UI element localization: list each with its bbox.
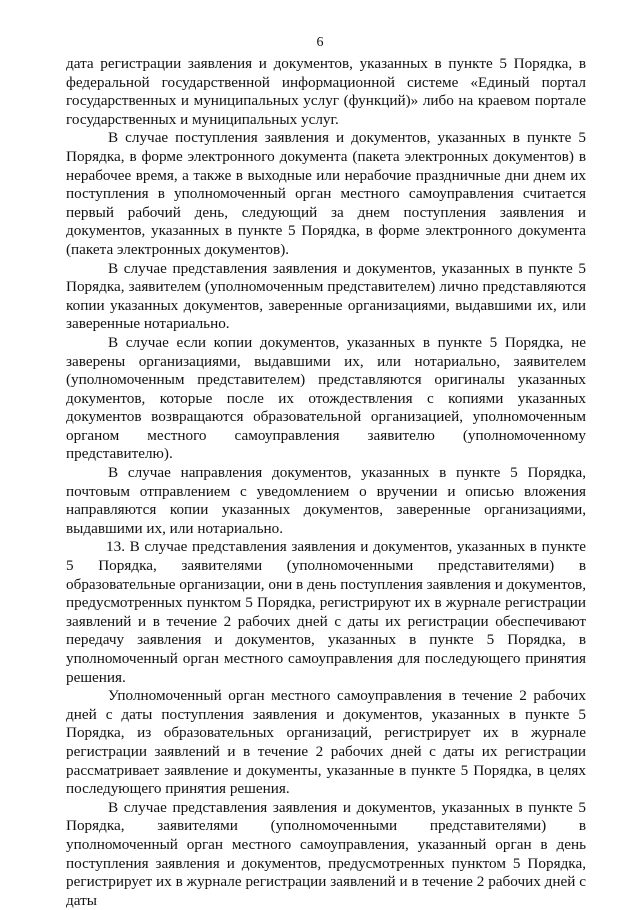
paragraph-authorized-body: Уполномоченный орган местного самоуправления в течение 2 рабочих дней с даты поступления заявления и документов, указанных в пункте 5 Порядка, из образовательных организаций, регистрирует их в журнале регистрации заявлений и в течение 2 рабочих дней с даты их регистрации рассматривает заявление и документы, указанные в пункте 5 Порядка, в целях последующего принятия решения.	[66, 687, 586, 798]
paragraph-postal-submission: В случае направления документов, указанных в пункте 5 Порядка, почтовым отправлением с уведомлением о вручении и описью вложения направляются копии указанных документов, заверенные организациями, выдавшими их, или нотариально.	[66, 464, 586, 537]
paragraph-personal-submission: В случае представления заявления и документов, указанных в пункте 5 Порядка, заявителем (уполномоченным представителем) лично представляются копии указанных документов, заверенные организациями, выдавшими их, или заверенные нотариально.	[66, 259, 586, 333]
paragraph-clause-13: 13. В случае представления заявления и документов, указанных в пункте 5 Порядка, заявителями (уполномоченными представителями) в образовательные организации, они в день поступления заявления и документов, предусмотренных пунктом 5 Порядка, регистрируют их в журнале регистрации заявлений и в течение 2 рабочих дней с даты их регистрации обеспечивают передачу заявления и документов, указанных в пункте 5 Порядка, в уполномоченный орган местного самоуправления для последующего принятия решения.	[66, 538, 586, 686]
paragraph-electronic-submission: В случае поступления заявления и документов, указанных в пункте 5 Порядка, в форме электронного документа (пакета электронных документов) в нерабочее время, а также в выходные или нерабочие праздничные дни днем их поступления в уполномоченный орган местного самоуправления считается первый рабочий день, следующий за днем поступления заявления и документов, указанных в пункте 5 Порядка, в форме электронного документа (пакета электронных документов).	[66, 129, 586, 258]
paragraph-continuation: дата регистрации заявления и документов, указанных в пункте 5 Порядка, в федеральной государственной информационной системе «Единый портал государственных и муниципальных услуг (функций)» либо на краевом портале государственных и муниципальных услуг.	[66, 55, 586, 128]
paragraph-uncertified-copies: В случае если копии документов, указанных в пункте 5 Порядка, не заверены организациями, выдавшими их, или нотариально, заявителем (уполномоченным представителем) представляются оригиналы указанных документов, которые после их отождествления с копиями указанных документов возвращаются образовательной организацией, уполномоченным органом местного самоуправления заявителю (уполномоченному представителю).	[66, 333, 586, 463]
document-body	[66, 55, 586, 910]
page-number: 6	[316, 35, 324, 50]
paragraph-direct-submission: В случае представления заявления и документов, указанных в пункте 5 Порядка, заявителями (уполномоченными представителями) в уполномоченный орган местного самоуправления, указанный орган в день поступления заявления и документов, предусмотренных пунктом 5 Порядка, регистрирует их в журнале регистрации заявлений и в течение 2 рабочих дней с даты	[66, 798, 586, 909]
